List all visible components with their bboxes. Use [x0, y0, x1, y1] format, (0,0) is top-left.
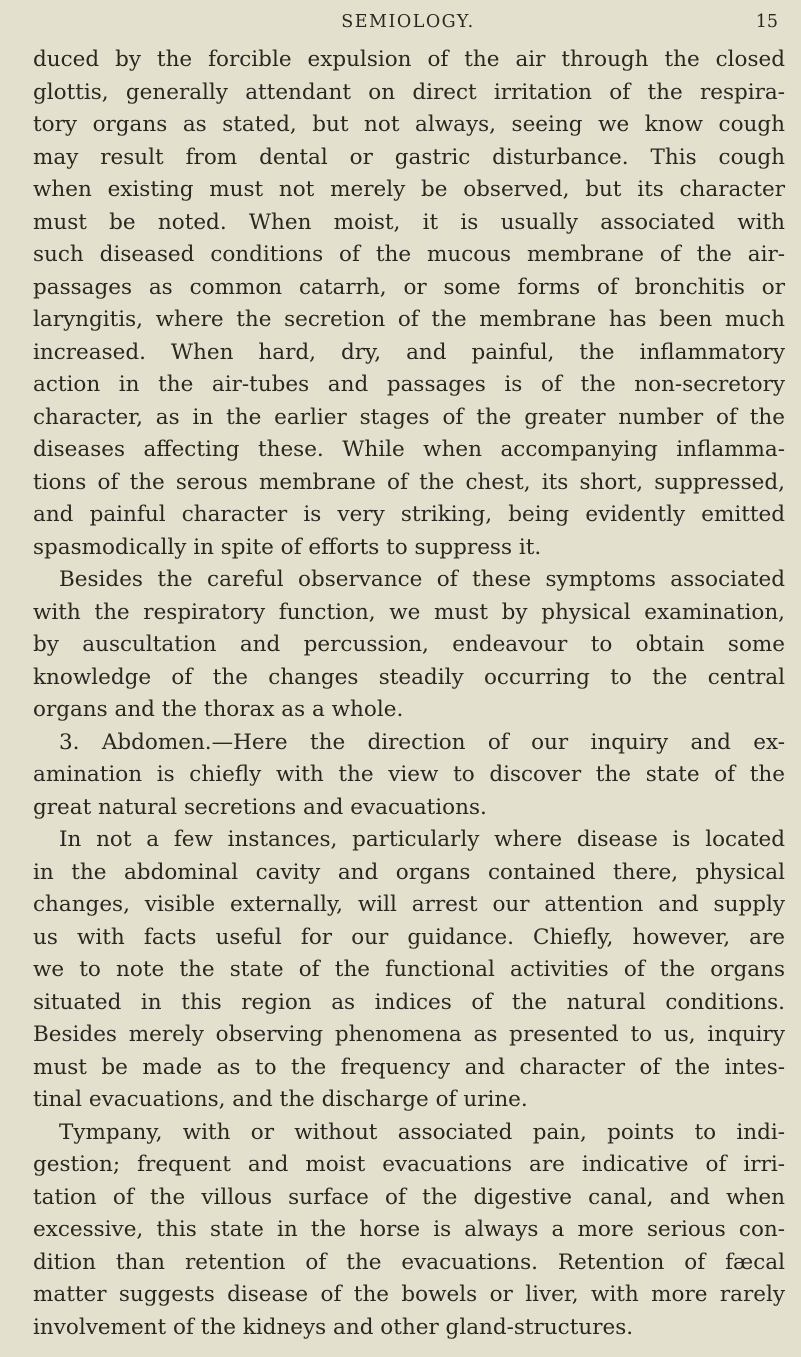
text-line: laryngitis, where the secretion of the membrane has been much [33, 307, 785, 332]
text-line: Besides the careful observance of these symptoms associated [59, 567, 785, 592]
text-line: such diseased conditions of the mucous membrane of the air- [33, 242, 785, 267]
text-line: involvement of the kidneys and other gland-structures. [33, 1314, 634, 1340]
text-line: Besides merely observing phenomena as presented to us, inquiry [33, 1022, 785, 1047]
text-line: when existing must not merely be observed, but its character [33, 177, 785, 202]
text-line: increased. When hard, dry, and painful, the inflammatory [33, 339, 785, 365]
text-line: glottis, generally attendant on direct irritation of the respira- [33, 79, 785, 105]
text-line: changes, visible externally, will arrest our attention and supply [33, 892, 785, 917]
text-line: may result from dental or gastric disturbance. This cough [33, 144, 785, 170]
text-line: tions of the serous membrane of the chest, its short, suppressed, [33, 469, 785, 495]
text-line: tory organs as stated, but not always, seeing we know cough [33, 112, 785, 137]
text-line: passages as common catarrh, or some forms of bronchitis or [33, 274, 785, 300]
body-text [33, 44, 785, 1344]
text-line: by auscultation and percussion, endeavour to obtain some [33, 632, 785, 657]
text-line: knowledge of the changes steadily occurring to the central [33, 664, 785, 690]
text-line: amination is chiefly with the view to discover the state of the [33, 762, 785, 787]
text-line: gestion; frequent and moist evacuations are indicative of irri- [33, 1152, 785, 1177]
text-line: In not a few instances, particularly where disease is located [59, 827, 785, 852]
page-header [38, 8, 778, 38]
text-line: diseases affecting these. While when accompanying inflamma- [33, 437, 785, 462]
page-number: 15 [755, 12, 778, 32]
text-line: situated in this region as indices of the natural conditions. [33, 989, 785, 1015]
text-line: with the respiratory function, we must by physical examination, [33, 599, 785, 625]
text-line: spasmodically in spite of efforts to suppress it. [33, 534, 542, 560]
text-line: 3. Abdomen.—Here the direction of our inquiry and ex- [59, 729, 785, 755]
text-line: great natural secretions and evacuations. [33, 794, 487, 820]
running-head: SEMIOLOGY. [341, 12, 475, 32]
text-line: Tympany, with or without associated pain, points to indi- [59, 1119, 785, 1145]
text-line: and painful character is very striking, being evidently emitted [33, 502, 785, 527]
text-line: duced by the forcible expulsion of the air through the closed [33, 47, 785, 72]
text-line: dition than retention of the evacuations. Retention of fæcal [33, 1249, 785, 1275]
text-line: excessive, this state in the horse is always a more serious con- [33, 1217, 785, 1242]
text-line: in the abdominal cavity and organs contained there, physical [33, 859, 785, 885]
text-line: must be made as to the frequency and character of the intes- [33, 1054, 785, 1080]
text-line: us with facts useful for our guidance. Chiefly, however, are [33, 924, 785, 950]
text-line: must be noted. When moist, it is usually associated with [33, 209, 785, 235]
text-line: character, as in the earlier stages of the greater number of the [33, 404, 785, 430]
text-line: action in the air-tubes and passages is of the non-secretory [33, 372, 785, 397]
text-line: we to note the state of the functional activities of the organs [33, 957, 785, 982]
text-line: organs and the thorax as a whole. [33, 697, 404, 722]
text-line: matter suggests disease of the bowels or liver, with more rarely [33, 1282, 785, 1307]
text-line: tinal evacuations, and the discharge of urine. [33, 1087, 528, 1112]
text-line: tation of the villous surface of the digestive canal, and when [33, 1184, 785, 1210]
